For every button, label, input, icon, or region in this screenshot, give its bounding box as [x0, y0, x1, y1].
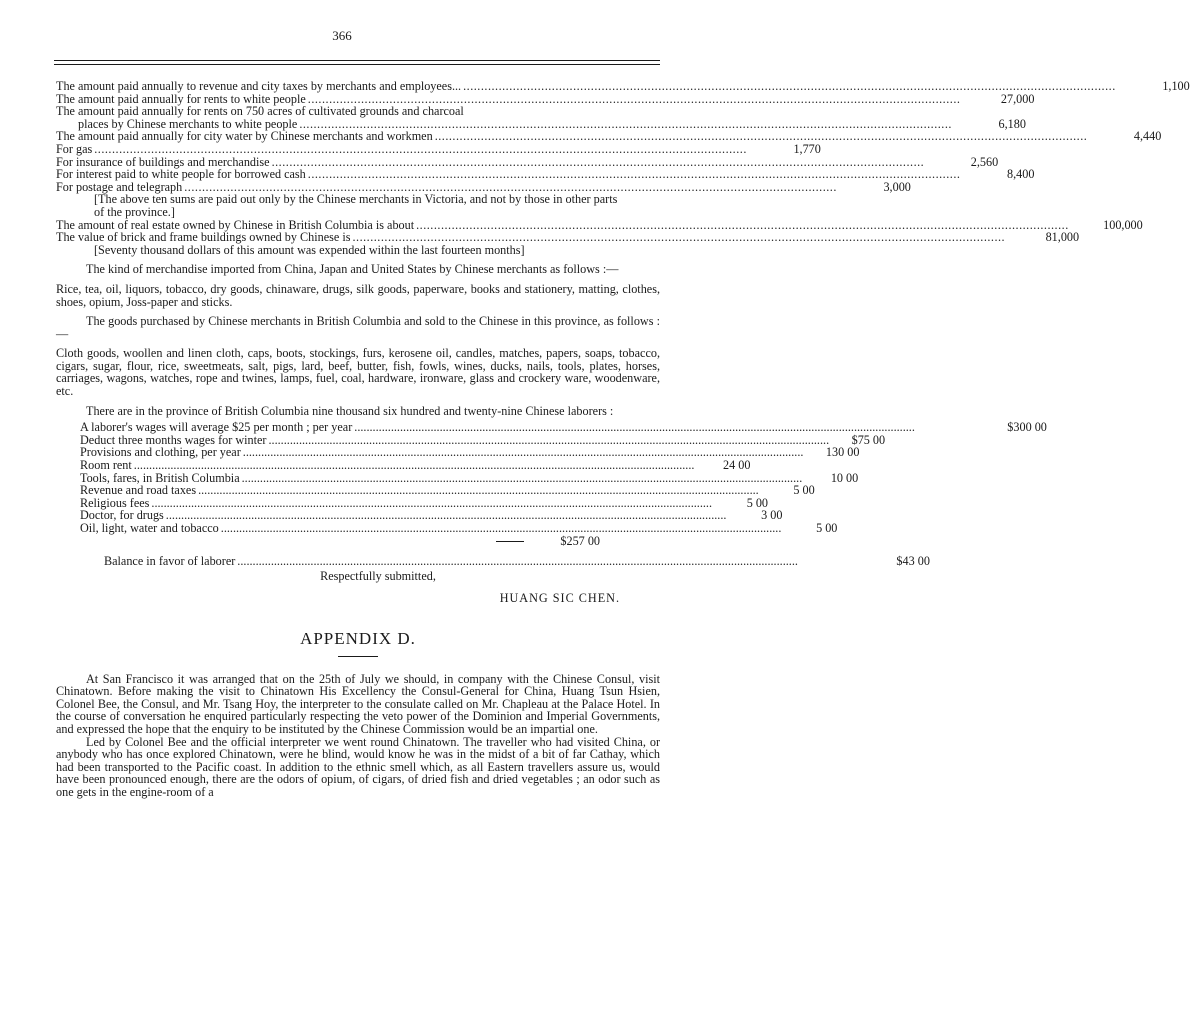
expense-row: The amount paid annually for rents on 750 acres of cultivated grounds and charcoal: [56, 104, 464, 119]
title-rule: [338, 656, 378, 657]
wage-row: Tools, fares, in British Columbia ..... 10 00: [80, 472, 600, 485]
wage-row: Religious fees ..... 5 00: [80, 497, 600, 510]
bracket-note: [The above ten sums are paid out only by the Chinese merchants in Victoria, and not by those in other parts of the province.]: [94, 192, 618, 219]
real-estate-row: The value of brick and frame buildings owned by Chinese is ..... 81,000: [56, 231, 660, 244]
expense-row: The amount paid annually for rents to white people ..... 27,000: [56, 93, 660, 106]
paragraph: Cloth goods, woollen and linen cloth, caps, boots, stockings, furs, kerosene oil, candles, matches, papers, soaps, tobacco, cigars, sugar, flour, rice, sweetmeats, salt, pigs, lard, beef, butter, fish, fowls, wines, ducks, nails, tools, plates, horses, carriages, wagons, watches, rope and twines, lamps, fuel, coal, hardware, ironware, glass and crockery ware, woodenware, etc.: [56, 346, 660, 399]
wage-row: A laborer's wages will average $25 per month ; per year ..... $300 00: [80, 421, 600, 434]
wage-row: Doctor, for drugs ..... 3 00: [80, 509, 600, 522]
wage-subtotal-row: $257 00: [80, 535, 600, 548]
top-rule: [54, 60, 660, 61]
expense-list: [56, 79, 1190, 194]
wage-row: Room rent ..... 24 00: [80, 459, 600, 472]
appendix-title: APPENDIX D.: [300, 628, 416, 648]
top-rule-2: [54, 64, 660, 65]
balance-row: Balance in favor of laborer ..... $43 00: [80, 555, 600, 568]
expense-row: For insurance of buildings and merchandise ..... 2,560: [56, 156, 660, 169]
sum-rule: [496, 541, 524, 542]
page-number: 366: [332, 28, 352, 43]
paragraph: There are in the province of British Columbia nine thousand six hundred and twenty-nine Chinese laborers :: [86, 403, 614, 418]
expense-row: For interest paid to white people for borrowed cash ..... 8,400: [56, 168, 660, 181]
paragraph: At San Francisco it was arranged that on the 25th of July we should, in company with the Chinese Consul, visit Chinatown. Before making the visit to Chinatown His Excellency the Consul-General for China, Huang Tsun Hsien, Colonel Bee, the Consul, and Mr. Tsang Hoy, the interpreter to the consulate called on Mr. Chapleau at the Palace Hotel. In the course of conversation he enquired particularly respecting the veto power of the Dominion and Imperial Governments, and expressed the hope that the enquiry to be instituted by the Chinese Commission would be an impartial one.: [56, 671, 660, 736]
wage-table: [56, 420, 1047, 569]
expense-row: The amount paid annually to revenue and city taxes by merchants and employees... ..... 1,100: [56, 80, 660, 93]
real-estate-row: The amount of real estate owned by Chinese in British Columbia is about ..... 100,000: [56, 219, 660, 232]
page-body: [56, 79, 1190, 799]
paragraph: Led by Colonel Bee and the official interpreter we went round Chinatown. The traveller who had visited China, or anybody who has once explored Chinatown, were he blind, would know he was in the midst of a bit of far Cathay, which had been transported to the Pacific coast. In addition to the ethnic smell which, as all Eastern travellers assure us, would have been pronounced enough, there are the odors of opium, of cigars, of dried fish and dried vegetables ; an odor such as one gets in the engine-room of a: [56, 734, 660, 799]
signature: HUANG SIC CHEN.: [499, 591, 620, 606]
expense-row: places by Chinese merchants to white people ..... 6,180: [56, 118, 660, 131]
expense-row: The amount paid annually for city water by Chinese merchants and workmen ..... 4,440: [56, 130, 660, 143]
wage-row: Deduct three months wages for winter ..... $75 00: [80, 434, 600, 447]
paragraph: Rice, tea, oil, liquors, tobacco, dry goods, chinaware, drugs, silk goods, paperware, books and stationery, matting, clothes, shoes, opium, Joss-paper and sticks.: [56, 281, 660, 309]
wage-row: Provisions and clothing, per year ..... 130 00: [80, 446, 600, 459]
expense-row: For postage and telegraph ..... 3,000: [56, 181, 660, 194]
expense-row: For gas ..... 1,770: [56, 143, 660, 156]
paragraph: The goods purchased by Chinese merchants in British Columbia and sold to the Chinese in this province, as follows :—: [56, 314, 660, 341]
bracket-note: [Seventy thousand dollars of this amount was expended within the last fourteen months]: [94, 242, 525, 257]
wage-row: Revenue and road taxes ..... 5 00: [80, 484, 600, 497]
wage-row: Oil, light, water and tobacco ..... 5 00: [80, 522, 600, 535]
paragraph: The kind of merchandise imported from China, Japan and United States by Chinese merchants as follows :—: [86, 262, 619, 277]
closing-line: Respectfully submitted,: [320, 568, 436, 583]
